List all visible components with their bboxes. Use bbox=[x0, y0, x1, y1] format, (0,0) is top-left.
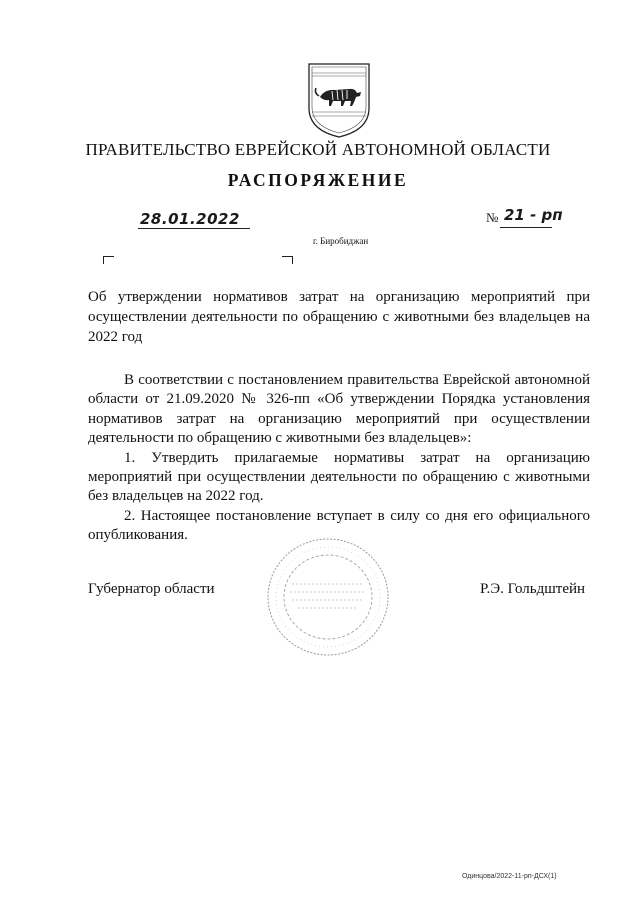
number-underline bbox=[500, 227, 552, 228]
official-seal-icon bbox=[262, 532, 394, 662]
subject-corner-right bbox=[282, 256, 293, 264]
signatory-title: Губернатор области bbox=[88, 581, 215, 597]
body-paragraph-preamble: В соответствии с постановлением правительства Еврейской автономной области от 21.09.2020 № 326-пп «Об утверждении Порядка установления нормативов затрат на организацию мероприятий при осуществлении деятельности по обращению с животными без владельцев»: bbox=[88, 372, 590, 447]
date-underline bbox=[138, 228, 250, 229]
footer-document-code: Одинцова/2022-11-рп-ДСХ(1) bbox=[462, 873, 557, 880]
body-paragraph-item-1: 1. Утвердить прилагаемые нормативы затрат на организацию мероприятий при осуществлении деятельности по обращению с животными без владельцев на 2022 год. bbox=[88, 449, 590, 505]
subject-corner-left bbox=[103, 256, 114, 264]
document-body bbox=[88, 371, 590, 546]
coat-of-arms-icon bbox=[305, 60, 373, 140]
document-date: 28.01.2022 bbox=[140, 210, 240, 228]
number-sign: № bbox=[486, 210, 499, 225]
city-label: г. Биробиджан bbox=[313, 236, 369, 246]
body-paragraph-item-2: 2. Настоящее постановление вступает в силу со дня его официального опубликования. bbox=[88, 507, 590, 544]
organization-title: ПРАВИТЕЛЬСТВО ЕВРЕЙСКОЙ АВТОНОМНОЙ ОБЛАСТИ bbox=[85, 140, 551, 159]
document-type-title: РАСПОРЯЖЕНИЕ bbox=[227, 170, 409, 190]
signatory-name: Р.Э. Гольдштейн bbox=[480, 581, 586, 597]
document-number: 21 - рп bbox=[504, 206, 563, 224]
document-subject: Об утверждении нормативов затрат на организацию мероприятий при осуществлении деятельности по обращению с животными без владельцев на 2022 год bbox=[88, 289, 590, 345]
